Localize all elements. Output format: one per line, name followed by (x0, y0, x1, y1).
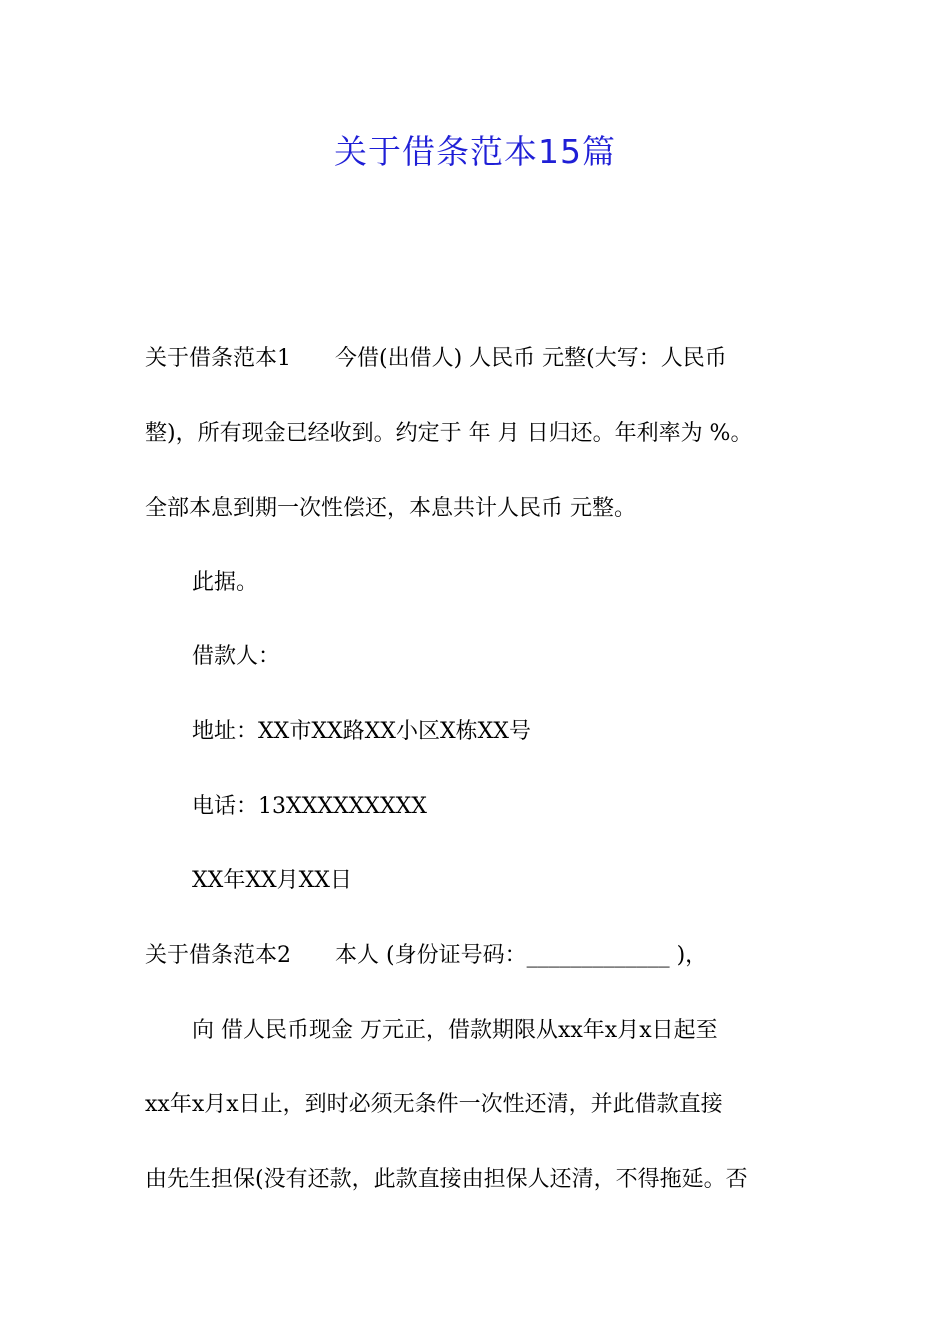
paragraph-line: 关于借条范本2 本人 (身份证号码：_____________ )， (145, 943, 708, 968)
address-line: 地址：XX市XX路XX小区X栋XX号 (192, 719, 531, 744)
paragraph-line: 向 借人民币现金 万元正，借款期限从xx年x月x日起至 (192, 1018, 718, 1043)
phone-line: 电话：13XXXXXXXXX (192, 794, 427, 819)
paragraph-line: 整)，所有现金已经收到。约定于 年 月 日归还。年利率为 %。 (145, 421, 753, 446)
paragraph-line: xx年x月x日止，到时必须无条件一次性还清，并此借款直接 (145, 1092, 723, 1117)
paragraph-line: 全部本息到期一次性偿还，本息共计人民币 元整。 (145, 496, 636, 521)
paragraph-line: 借款人： (192, 644, 281, 669)
paragraph-line: 此据。 (192, 570, 259, 595)
paragraph-line: 由先生担保(没有还款，此款直接由担保人还清，不得拖延。否 (145, 1167, 748, 1192)
page-title: 关于借条范本15篇 (334, 132, 616, 171)
date-line: XX年XX月XX日 (192, 868, 352, 893)
paragraph-line: 关于借条范本1 今借(出借人) 人民币 元整(大写：人民币 (145, 346, 727, 371)
